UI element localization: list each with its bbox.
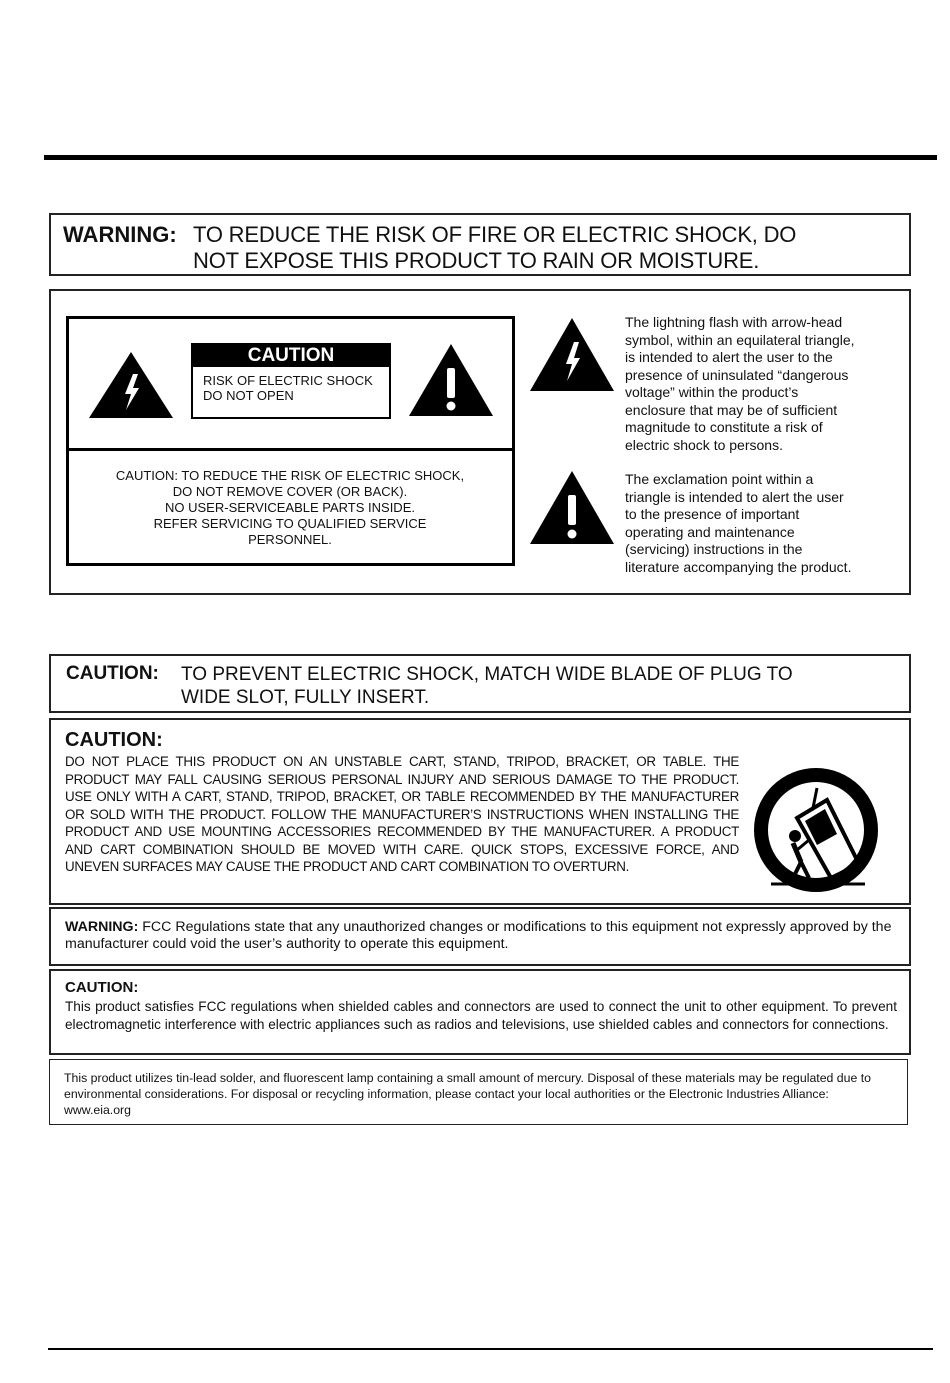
caution-inner-label (191, 343, 391, 419)
fcc-warning-box (49, 907, 911, 966)
exclamation-symbol-description: The exclamation point within a triangle is intended to alert the user to the presence of important operating and maintenance (servicing) instructions in the literature accompanying the product. (625, 471, 852, 575)
mercury-notice-box (49, 1059, 908, 1125)
caution-cart-text: DO NOT PLACE THIS PRODUCT ON AN UNSTABLE CART, STAND, TRIPOD, BRACKET, OR TABLE. THE PRODUCT MAY FALL CAUSING SERIOUS PERSONAL INJURY AND SERIOUS DAMAGE TO THE PRODUCT. USE ONLY WITH A CART, STAND, TRIPOD, BRACKET, OR TABLE RECOMMENDED BY THE MANUFACTURER OR SOLD WITH THE PRODUCT. FOLLOW THE MANUFACTURER’S INSTRUCTIONS WHEN INSTALLING THE PRODUCT AND USE MOUNTING ACCESSORIES RECOMMENDED BY THE MANUFACTURER. A PRODUCT AND CART COMBINATION SHOULD BE MOVED WITH CARE. QUICK STOPS, EXCESSIVE FORCE, AND UNEVEN SURFACES MAY CAUSE THE PRODUCT AND CART COMBINATION TO OVERTURN. (65, 754, 739, 874)
cart-tip-over-icon (747, 766, 885, 894)
mercury-notice-text: This product utilizes tin-lead solder, and fluorescent lamp containing a small amount of mercury. Disposal of these materials may be regulated due to environmental considerations. For disposal or recycling information, please contact your local authorities or the Electronic Industries Alliance: www.eia.org (64, 1071, 871, 1117)
fcc-warning-body (65, 919, 895, 953)
fcc-caution-title: CAUTION: (65, 979, 139, 996)
caution-plug-text: TO PREVENT ELECTRIC SHOCK, MATCH WIDE BLADE OF PLUG TO WIDE SLOT, FULLY INSERT. (181, 664, 793, 708)
lightning-triangle-icon (89, 352, 173, 418)
exclamation-triangle-icon (409, 344, 493, 416)
caution-label-subtitle: RISK OF ELECTRIC SHOCK DO NOT OPEN (203, 373, 373, 403)
caution-cart-title: CAUTION: (65, 729, 163, 751)
exclamation-symbol-icon (530, 471, 614, 544)
lightning-symbol-icon (530, 318, 614, 391)
caution-plug-box (49, 654, 911, 713)
top-rule (44, 155, 937, 160)
warning-rain-box (49, 213, 911, 276)
fcc-caution-box (49, 969, 911, 1055)
warning-rain-text: TO REDUCE THE RISK OF FIRE OR ELECTRIC SHOCK, DO NOT EXPOSE THIS PRODUCT TO RAIN OR MOISTURE. (193, 222, 797, 273)
fcc-warning-text: FCC Regulations state that any unauthorized changes or modifications to this equipment not expressly approved by the manufacturer could void the user’s authority to operate this equipment. (65, 919, 892, 952)
caution-label-text: CAUTION: TO REDUCE THE RISK OF ELECTRIC SHOCK, DO NOT REMOVE COVER (OR BACK). NO USER-SERVICEABLE PARTS INSIDE. REFER SERVICING TO QUALIFIED SERVICE PERSONNEL. (115, 468, 465, 547)
warning-rain-label: WARNING: (63, 222, 177, 247)
fcc-caution-text: This product satisfies FCC regulations when shielded cables and connectors are used to connect the unit to other equipment. To prevent electromagnetic interference with electric appliances such as radios and televisions, use shielded cables and connectors for connections. (65, 999, 897, 1032)
caution-banner: CAUTION (193, 345, 389, 367)
bottom-rule (48, 1348, 933, 1350)
fcc-warning-label: WARNING: (65, 919, 139, 935)
lightning-symbol-description: The lightning flash with arrow-head symbol, within an equilateral triangle, is intended to alert the user to the presence of uninsulated “dangerous voltage” within the product’s enclosure that may be of sufficient magnitude to constitute a risk of electric shock to persons. (625, 314, 855, 453)
caution-plug-label: CAUTION: (66, 663, 159, 684)
caution-label-divider (69, 448, 512, 451)
